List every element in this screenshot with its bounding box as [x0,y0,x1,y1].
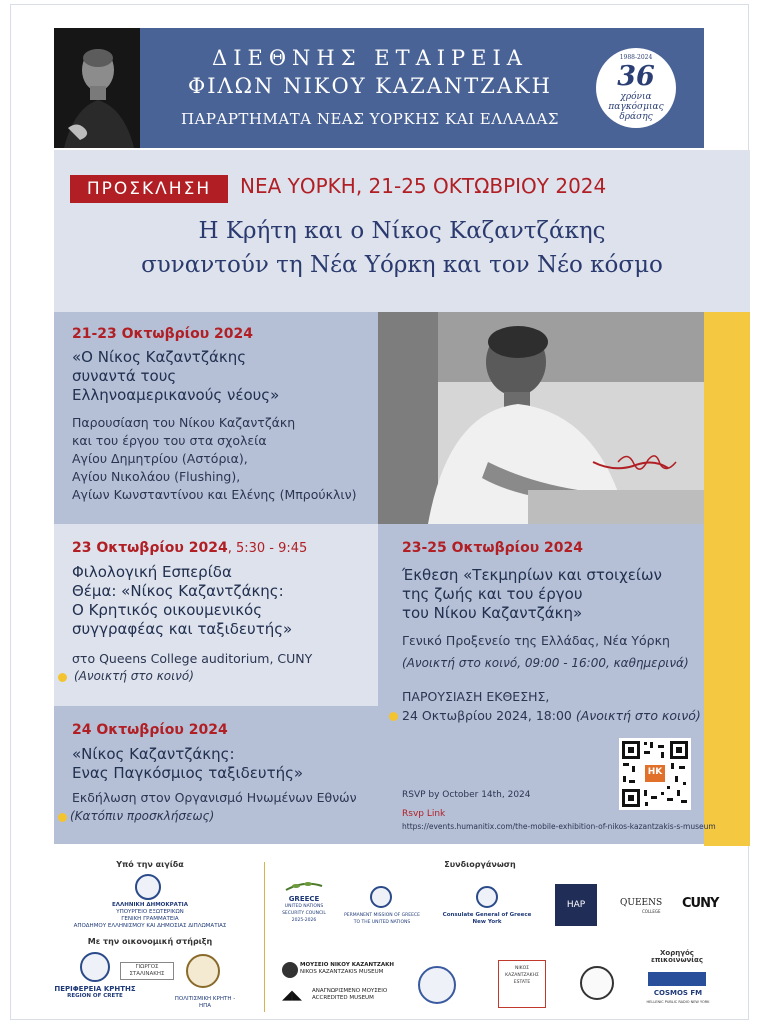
event1-body-line1: Παρουσίαση του Νίκου Καζαντζάκη [72,415,296,430]
rsvp-url-link[interactable]: https://events.humanitix.com/the-mobile-exhibition-of-nikos-kazantzakis-s-museum [402,822,716,831]
museum-line2: NIKOS KAZANTZAKIS MUSEUM [300,969,384,975]
event1-body-line4: Αγίου Νικολάου (Flushing), [72,469,241,484]
event4-hours: (Ανοικτή στο κοινό, 09:00 - 16:00, καθημερινά) [402,656,689,670]
stalinakis-line1: ΓΙΩΡΓΟΣ [135,964,159,970]
rsvp-link-label: Rsvp Link [402,809,446,819]
consulate-line1: Consulate General of Greece [442,912,532,918]
event4-date: 23-25 Οκτωβρίου 2024 [402,540,584,556]
cosmos-fm-logo [648,972,706,986]
queens-college-logo [620,896,719,918]
event1-title-line1: «Ο Νίκος Καζαντζάκης [72,348,247,366]
under-auspices-label: Υπό την αιγίδα [116,860,184,869]
badge-text-line1: χρόνια [620,92,652,102]
event4-presentation-note: (Ανοικτή στο κοινό) [575,708,701,723]
invitation-tag: ΠΡΟΣΚΛΗΣΗ [70,175,228,203]
consulate-crest-icon [476,886,498,908]
rsvp-deadline: RSVP by October 14th, 2024 [402,790,531,800]
society-seal-icon [418,966,456,1004]
anniversary-badge [596,48,676,128]
headline-line1: Η Κρήτη και ο Νίκος Καζαντζάκης [198,218,606,244]
society-subtitle: ΠΑΡΑΡΤΗΜΑΤΑ ΝΕΑΣ ΥΟΡΚΗΣ ΚΑΙ ΕΛΛΑΔΑΣ [181,110,559,128]
yellow-accent-bar [704,312,750,846]
society-title-line2: ΦΙΛΩΝ ΝΙΚΟΥ ΚΑΖΑΝΤΖΑΚΗ [187,74,552,98]
event3-note: (Κατόπιν προσκλήσεως) [70,809,215,823]
sponsor-line2: επικοινωνίας [651,956,703,964]
ministry-line2: ΥΠΟΥΡΓΕΙΟ ΕΞΩΤΕΡΙΚΩΝ [116,909,184,915]
society-title-line1: ΔΙΕΘΝΗΣ ΕΤΑΙΡΕΙΑ [212,46,528,70]
greece-unsc-text [274,896,334,924]
event3-title [72,745,372,783]
event1-title-line2: συναντά τους [72,367,177,385]
event4-presentation-row [402,707,701,725]
greece-unsc-line1: GREECE [288,895,320,903]
ship-emblem-icon [580,966,614,1000]
greece-unsc-line3: SECURITY COUNCIL [282,911,326,916]
event3-title-line1: «Νίκος Καζαντζάκης: [72,745,235,763]
permanent-mission-crest-icon [370,886,392,908]
event2-date-row [72,540,307,556]
event4-title [402,566,702,623]
greece-unsc-line2: UNITED NATIONS [284,904,324,909]
event2-title-line4: συγγραφέας και ταξιδευτής» [72,620,293,638]
cultural-crete-emblem-icon [186,954,220,988]
badge-text-line2: παγκόσμιας [608,102,664,112]
financial-support-label: Με την οικονομική στήριξη [87,937,213,946]
crete-region-line1: ΠΕΡΙΦΕΡΕΙΑ ΚΡΗΤΗΣ [54,985,136,993]
event2-title-line2: Θέμα: «Νίκος Καζαντζάκης: [72,582,284,600]
bullet-dot [58,673,67,682]
badge-number: 36 [617,61,655,92]
event2-time: , 5:30 - 9:45 [227,541,308,556]
event3-title-line2: Ενας Παγκόσμιος ταξιδευτής» [72,764,304,782]
bullet-dot [389,712,398,721]
ministry-logo-text [60,902,240,930]
queens-text: QUEENS [620,898,663,908]
rsvp-qr-code[interactable] [619,738,691,810]
crete-region-line2: REGION OF CRETE [67,993,123,999]
accredited-museum-icon: ◢◣ [282,988,302,1003]
bullet-dot [58,813,67,822]
event2-venue: στο Queens College auditorium, CUNY [72,651,313,666]
greece-unsc-line4: 2025-2026 [291,918,317,923]
event4-presentation-label: ΠΑΡΟΥΣΙΑΣΗ ΕΚΘΕΣΗΣ, [402,689,550,704]
co-organization-label: Συνδιοργάνωση [444,860,516,869]
permanent-mission-line2: TO THE UNITED NATIONS [353,920,411,925]
event3-venue: Εκδήλωση στον Οργανισμό Ηνωμένων Εθνών [72,790,357,805]
event2-title [72,563,372,639]
event2-note: (Ανοικτή στο κοινό) [74,669,194,683]
consulate-line2: New York [472,919,502,925]
kazantzakis-museum-icon [282,962,298,978]
event2-title-line1: Φιλολογική Εσπερίδα [72,563,232,581]
event2-title-line3: Ο Κρητικός οικουμενικός [72,601,263,619]
event4-title-line1: Έκθεση «Τεκμηρίων και στοιχείων [402,566,662,584]
hap-logo [555,884,597,926]
event4-title-line2: της ζωής και του έργου [402,585,583,603]
estate-text [499,965,545,986]
ministry-line4: ΑΠΟΔΗΜΟΥ ΕΛΛΗΝΙΣΜΟΥ ΚΑΙ ΔΗΜΟΣΙΑΣ ΔΙΠΛΩΜΑΤΙΑΣ [73,923,227,929]
sponsor-line1: Χορηγός [660,949,694,957]
accredited-line1: ΑΝΑΓΝΩΡΙΣΜΕΝΟ ΜΟΥΣΕΙΟ [312,988,388,994]
event4-venue: Γενικό Προξενείο της Ελλάδας, Νέα Υόρκη [402,633,670,648]
event4-title-line3: του Νίκου Καζαντζάκη» [402,604,583,622]
cosmos-fm-text: COSMOS FM [653,989,703,997]
cultural-crete-text: ΠΟΛΙΤΙΣΜΙΚΗ ΚΡΗΤΗ - ΗΠΑ [174,996,236,1009]
event1-body-line2: και του έργου του στα σχολεία [72,433,267,448]
event4-presentation-date: 24 Οκτωβρίου 2024, 18:00 [402,708,572,723]
stalinakis-logo [120,962,174,980]
invitation-city: ΝΕΑ ΥΟΡΚΗ [240,174,356,198]
ministry-line1: ΕΛΛΗΝΙΚΗ ΔΗΜΟΚΡΑΤΙΑ [112,902,188,908]
event1-body-line5: Αγίων Κωνσταντίνου και Ελένης (Μπρούκλιν) [72,487,357,502]
permanent-mission-line1: PERMANENT MISSION OF GREECE [344,913,420,918]
media-sponsor-label [640,950,714,964]
kazantzakis-writing-photo [378,312,704,524]
queens-college-text: COLLEGE [642,909,661,914]
accredited-line2: ACCREDITED MUSEUM [312,995,374,1001]
hap-text: HAP [566,900,586,910]
cosmos-fm-subtext: HELLENIC PUBLIC RADIO NEW YORK [646,1000,710,1004]
permanent-mission-text [336,912,428,926]
museum-line1: ΜΟΥΣΕΙΟ ΝΙΚΟΥ ΚΑΖΑΝΤΖΑΚΗ [300,962,394,968]
greece-unsc-olive-icon [284,878,324,894]
event3-date: 24 Οκτωβρίου 2024 [72,722,228,738]
estate-line2: ΚΑΖΑΝΤΖΑΚΗΣ [505,973,539,978]
consulate-text [436,912,538,926]
event1-body-line3: Αγίου Δημητρίου (Αστόρια), [72,451,248,466]
kazantzakis-museum-text [300,962,410,976]
kazantzakis-portrait [54,28,140,148]
estate-line1: ΝΙΚΟΣ [514,966,530,971]
greek-crest-icon [135,874,161,900]
cuny-text: CUNY [682,896,719,911]
accredited-museum-text [312,988,402,1002]
headline-line2: συναντούν τη Νέα Υόρκη και τον Νέο κόσμο [141,252,663,278]
event1-date: 21-23 Οκτωβρίου 2024 [72,326,254,342]
ministry-line3: ΓΕΝΙΚΗ ΓΡΑΜΜΑΤΕΙΑ [121,916,179,922]
event1-body [72,414,372,504]
invitation-dates: , 21-25 ΟΚΤΩΒΡΙΟΥ 2024 [355,174,607,198]
stalinakis-line2: ΣΤΑΛΙΝΑΚΗΣ [129,971,165,977]
invitation-city-dates [240,174,606,198]
crete-region-crest-icon [80,952,110,982]
crete-region-text [52,986,138,1000]
headline [54,214,750,282]
event2-date: 23 Οκτωβρίου 2024 [72,540,228,556]
qr-center-logo: HK [647,767,663,777]
footer-divider [264,862,265,1012]
badge-text [600,92,672,122]
badge-text-line3: δράσης [619,112,653,122]
kazantzakis-estate-logo [498,960,546,1008]
event1-title [72,348,362,405]
badge-years: 1988-2024 [619,54,653,61]
estate-line3: ESTATE [513,980,531,985]
event1-title-line3: Ελληνοαμερικανούς νέους» [72,386,280,404]
